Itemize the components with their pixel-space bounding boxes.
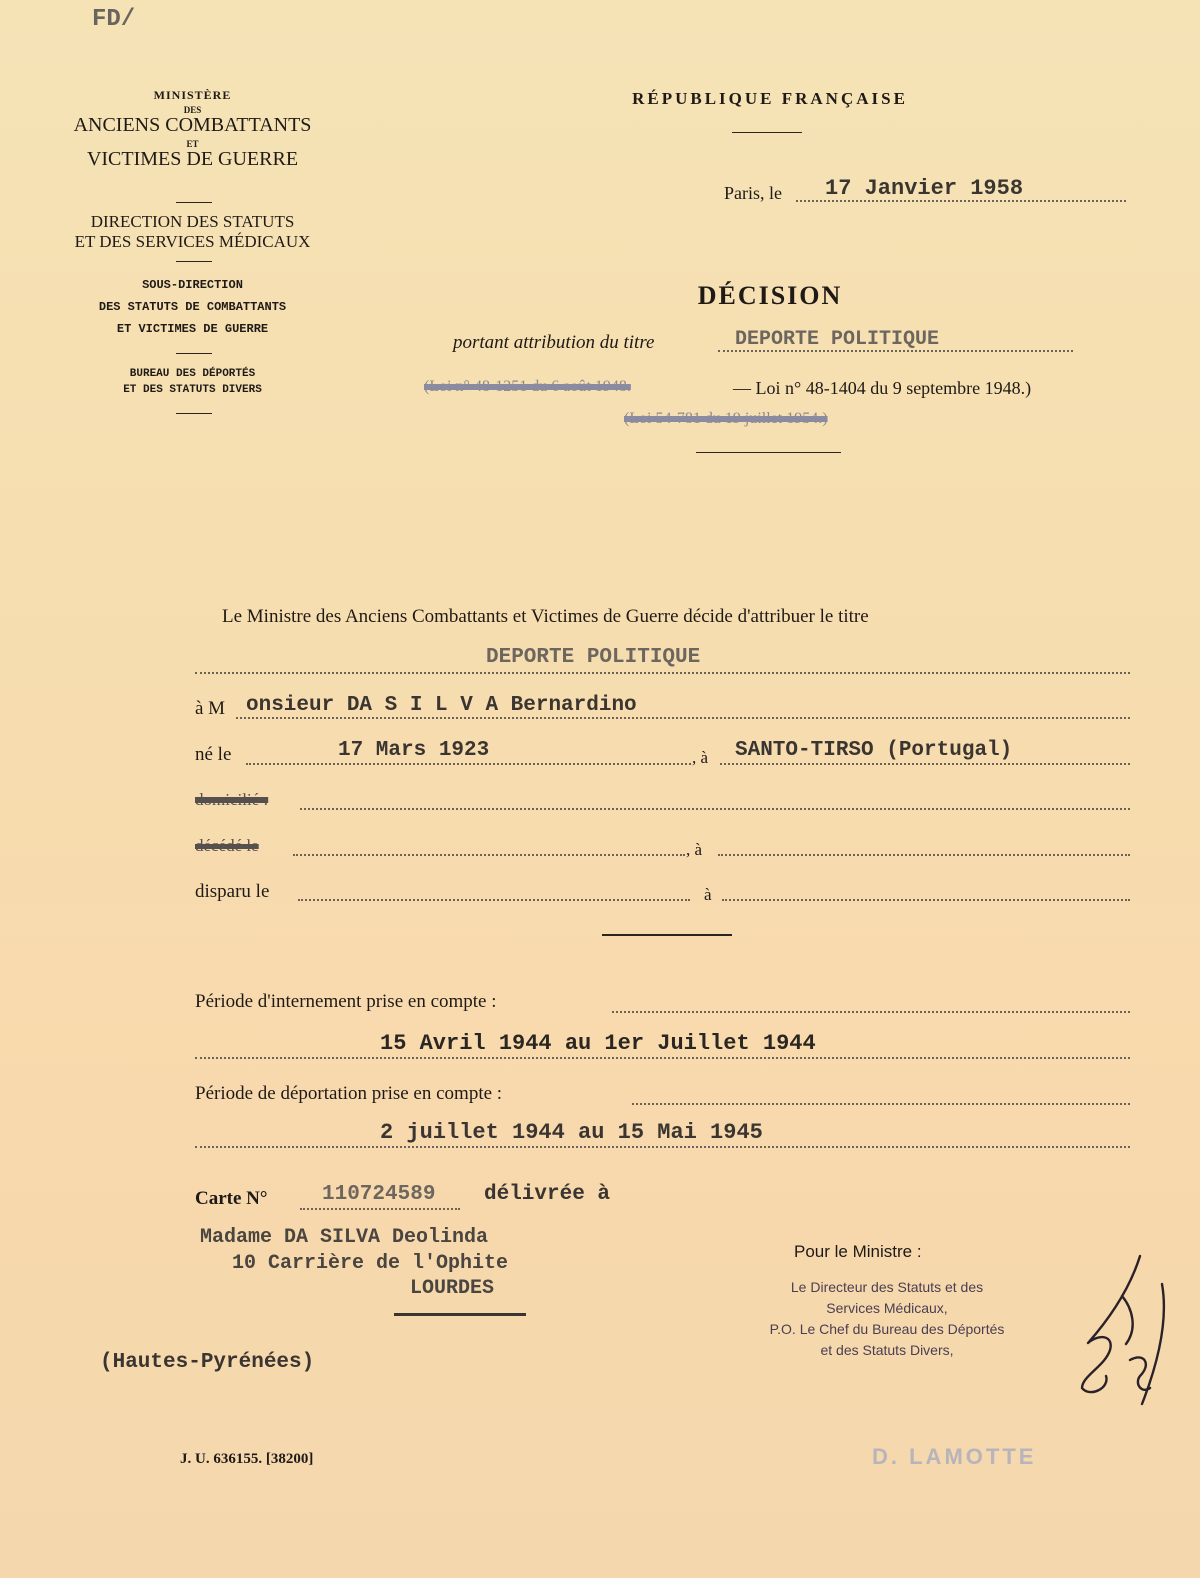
address-line-3: LOURDES [410, 1277, 495, 1300]
sub-direction-line-1: SOUS-DIRECTION [142, 278, 243, 292]
decision-subtitle-value: DEPORTE POLITIQUE [735, 328, 940, 351]
ministry-header [60, 88, 325, 171]
address-region: (Hautes-Pyrénées) [100, 1351, 315, 1374]
deportation-value: 2 juillet 1944 au 15 Mai 1945 [380, 1120, 763, 1145]
internment-value: 15 Avril 1944 au 1er Juillet 1944 [380, 1031, 816, 1056]
deceased-place-dots [718, 854, 1130, 856]
signature-stamp-name: D. LAMOTTE [872, 1444, 1037, 1469]
ministry-divider-2 [176, 261, 212, 262]
disappeared-place-dots [722, 899, 1130, 901]
ministry-divider-1 [176, 202, 212, 203]
law-struck-1: (Loi n° 48-1251 du 6 août 1948. [424, 378, 631, 395]
recipient-prefix: à M [195, 698, 226, 719]
bureau-line-2: ET DES STATUTS DIVERS [123, 384, 262, 396]
disappeared-label: disparu le [195, 881, 270, 902]
body-intro: Le Ministre des Anciens Combattants et Victimes de Guerre décide d'attribuer le titre [222, 606, 869, 627]
ministry-line-2: DES [183, 105, 202, 115]
ministry-divider-3 [176, 353, 212, 354]
deceased-date-dots [293, 854, 685, 856]
republic-heading: RÉPUBLIQUE FRANÇAISE [632, 89, 908, 108]
direction-block [60, 212, 325, 252]
born-label: né le [195, 744, 232, 765]
bureau-block [60, 368, 325, 396]
decision-title: DÉCISION [697, 281, 843, 310]
domicile-dots [300, 808, 1130, 810]
deportation-label: Période de déportation prise en compte : [195, 1083, 503, 1104]
internment-label: Période d'internement prise en compte : [195, 991, 497, 1012]
sub-direction-line-2: DES STATUTS DE COMBATTANTS [98, 300, 287, 314]
direction-line-1: DIRECTION DES STATUTS [90, 212, 295, 231]
card-dots [300, 1208, 460, 1210]
law-line-1: — Loi n° 48-1404 du 9 septembre 1948.) [733, 378, 1032, 398]
born-place-label: , à [692, 748, 709, 767]
bureau-line-1: BUREAU DES DÉPORTÉS [129, 368, 256, 380]
sub-direction-block [60, 278, 325, 336]
corner-mark: FD/ [92, 6, 136, 33]
ministry-line-1: MINISTÈRE [153, 88, 232, 102]
footer-reference: J. U. 636155. [38200] [180, 1451, 314, 1467]
address-line-2: 10 Carrière de l'Ophite [232, 1252, 509, 1275]
signature-line-2: Services Médicaux, [826, 1300, 948, 1316]
decision-divider [696, 452, 841, 453]
address-underline [394, 1313, 526, 1316]
recipient-value: onsieur DA S I L V A Bernardino [246, 694, 637, 717]
date-value: 17 Janvier 1958 [825, 176, 1024, 201]
direction-line-2: ET DES SERVICES MÉDICAUX [74, 232, 311, 251]
born-place: SANTO-TIRSO (Portugal) [735, 739, 1013, 762]
signature-line-3: P.O. Le Chef du Bureau des Déportés [769, 1321, 1005, 1337]
born-date: 17 Mars 1923 [338, 739, 490, 762]
deportation-value-dots [195, 1146, 1130, 1148]
deportation-label-dots [632, 1103, 1130, 1105]
title-dots [195, 672, 1130, 674]
ministry-line-3: ANCIENS COMBATTANTS [73, 114, 312, 136]
signature-line-4: et des Statuts Divers, [820, 1342, 954, 1358]
born-place-dots [720, 763, 1130, 765]
ministry-line-5: VICTIMES DE GUERRE [86, 148, 299, 170]
card-number: 110724589 [322, 1183, 436, 1206]
title-value: DEPORTE POLITIQUE [486, 646, 701, 669]
recipient-dots [236, 717, 1130, 719]
card-issued: délivrée à [484, 1183, 611, 1206]
domicile-struck: domicilié : [195, 790, 269, 809]
card-label: Carte N° [195, 1188, 268, 1209]
disappeared-place-label: à [704, 885, 712, 904]
decision-subtitle-label: portant attribution du titre [453, 332, 655, 353]
signature-line-1: Le Directeur des Statuts et des [790, 1279, 984, 1295]
signature-pour: Pour le Ministre : [794, 1242, 922, 1261]
date-label: Paris, le [724, 183, 782, 203]
address-line-1: Madame DA SILVA Deolinda [200, 1226, 489, 1249]
republic-divider [732, 132, 802, 133]
sub-direction-line-3: ET VICTIMES DE GUERRE [116, 322, 269, 336]
disappeared-date-dots [298, 899, 690, 901]
ministry-line-4: ET [186, 139, 199, 149]
ministry-divider-4 [176, 413, 212, 414]
signature-block [712, 1277, 1062, 1361]
internment-label-dots [612, 1011, 1130, 1013]
born-date-dots [246, 763, 691, 765]
handwritten-signature [1070, 1248, 1180, 1418]
deceased-place-label: , à [686, 840, 703, 859]
law-struck-2: (Loi 54-781 du 19 juillet 1954.) [624, 410, 828, 427]
deceased-struck: décédé le [195, 836, 259, 855]
internment-value-dots [195, 1057, 1130, 1059]
body-divider [602, 934, 732, 936]
